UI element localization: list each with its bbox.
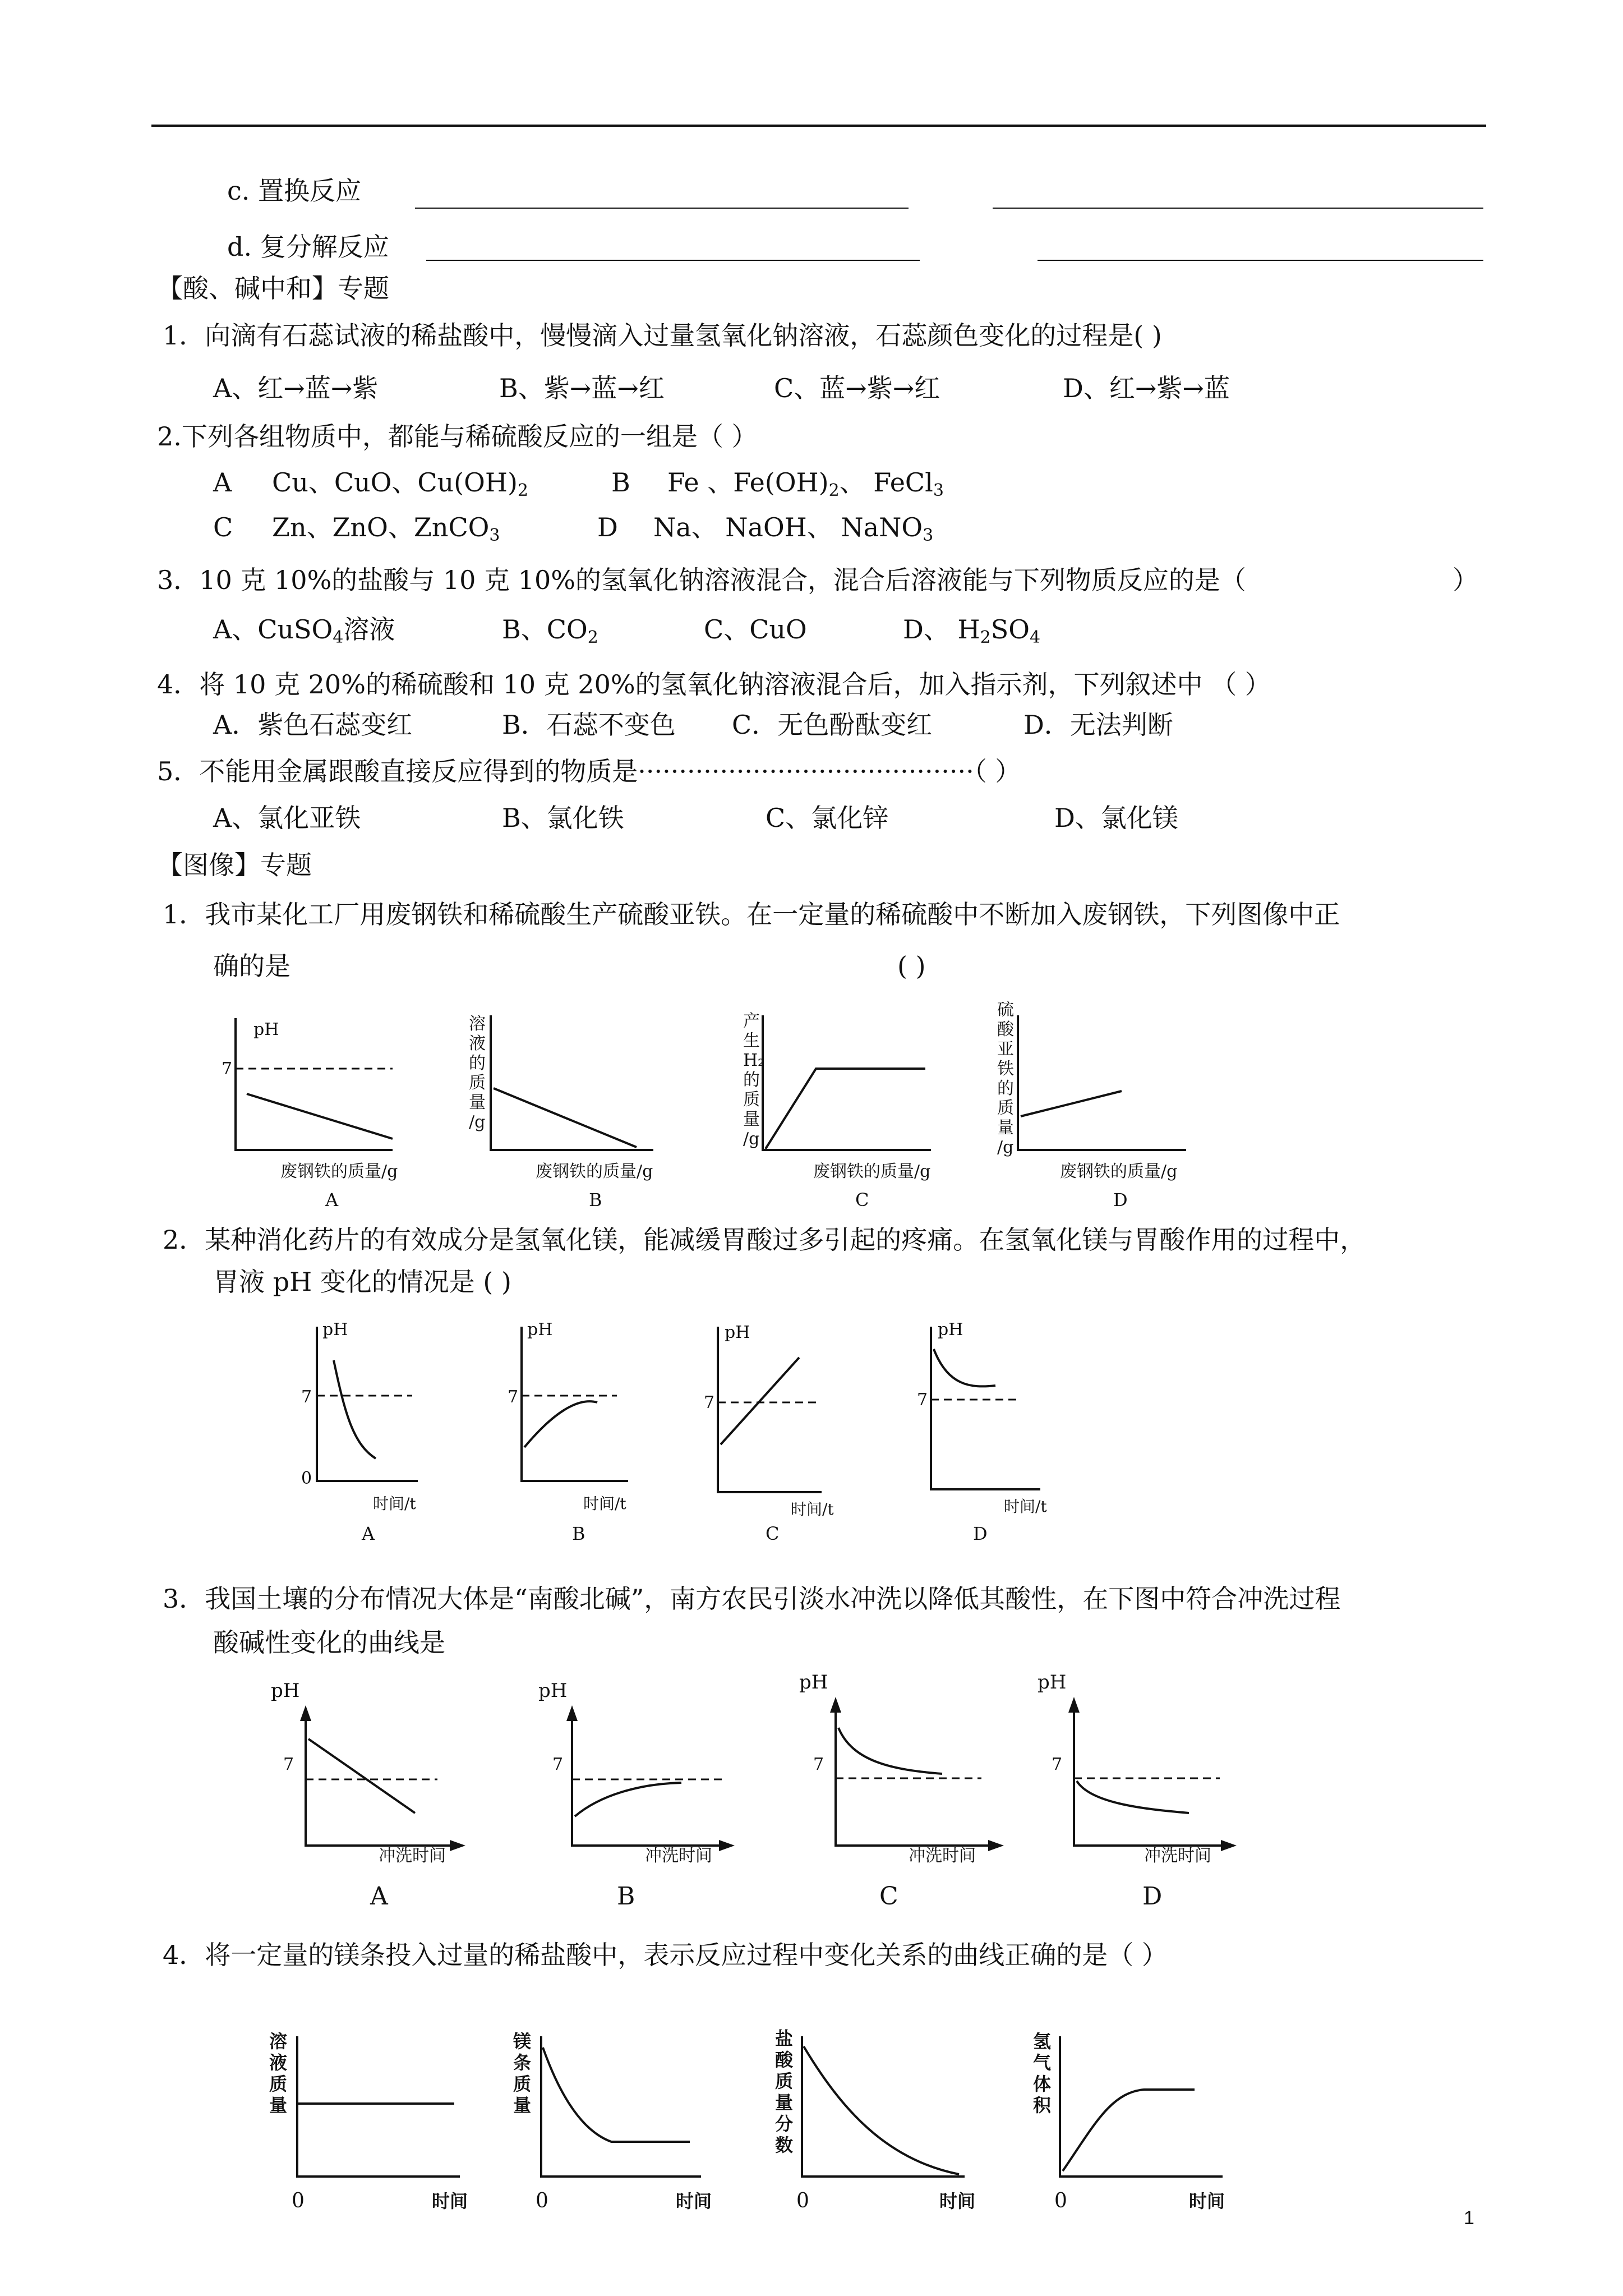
- graph-question-3: 3．我国土壤的分布情况大体是“南酸北碱”，南方农民引淡水冲洗以降低其酸性，在下图中符合冲洗过程: [163, 1584, 1341, 1614]
- f3-graph-b: [538, 1680, 735, 1911]
- q4-option-b: B．石蕊不变色: [502, 710, 676, 740]
- f1-d-y1: 硫: [997, 1000, 1014, 1020]
- q1-option-a: A、红→蓝→紫: [213, 373, 379, 403]
- q2-option-d: Na、 NaOH、 NaNO$_3$: [653, 512, 934, 545]
- f2-letter-a: A: [362, 1523, 375, 1544]
- q4-option-a: A．紫色石蕊变红: [213, 710, 413, 740]
- f1-graph-d: [997, 1000, 1186, 1211]
- f1-b-y1: 溶: [469, 1014, 486, 1034]
- f1-letter-d: D: [1113, 1189, 1128, 1211]
- f4-3-y1: 盐: [775, 2028, 794, 2049]
- graph-question-1: 1．我市某化工厂用废钢铁和稀硫酸生产硫酸亚铁。在一定量的稀硫酸中不断加入废钢铁，下列图像中正: [163, 899, 1340, 930]
- f3-letter-c: C: [879, 1882, 898, 1911]
- f4-2-y1: 镁: [513, 2031, 532, 2052]
- f1-c-y5: 质: [743, 1090, 760, 1110]
- f3-d-seven: 7: [1052, 1755, 1063, 1774]
- q1-option-d: D、红→紫→蓝: [1063, 373, 1230, 403]
- f4-4-zero: 0: [1054, 2189, 1067, 2212]
- f1-a-xlabel: 废钢铁的质量/g: [280, 1162, 398, 1181]
- f4-4-y4: 积: [1033, 2095, 1052, 2116]
- f4-3-y6: 数: [775, 2134, 794, 2156]
- question-1: 1．向滴有石蕊试液的稀盐酸中，慢慢滴入过量氢氧化钠溶液，石蕊颜色变化的过程是( ): [163, 320, 1162, 351]
- q3-option-a: A、CuSO$_4$溶液: [213, 614, 395, 647]
- f2-d-seven: 7: [917, 1390, 928, 1410]
- q2-b-label: B: [611, 467, 630, 498]
- f2-letter-c: C: [766, 1523, 780, 1544]
- f4-1-y4: 量: [269, 2095, 288, 2116]
- q2-c-label: C: [213, 512, 233, 542]
- f3-c-xlabel: 冲洗时间: [909, 1846, 976, 1866]
- q5-option-a: A、氯化亚铁: [213, 803, 361, 833]
- f1-a-ylabel: pH: [253, 1020, 279, 1039]
- q5-option-c: C、氯化锌: [766, 803, 889, 833]
- f4-1-y2: 液: [269, 2052, 288, 2073]
- q2-a-label: A: [213, 467, 232, 498]
- f4-3-y3: 质: [775, 2070, 794, 2092]
- f2-a-ylabel: pH: [322, 1320, 348, 1340]
- f2-letter-b: B: [572, 1523, 585, 1544]
- graph-question-4: 4．将一定量的镁条投入过量的稀盐酸中，表示反应过程中变化关系的曲线正确的是（ ）: [163, 1940, 1168, 1970]
- f1-b-y4: 质: [469, 1073, 486, 1093]
- f1-b-y2: 液: [469, 1034, 486, 1053]
- f3-letter-a: A: [370, 1882, 388, 1911]
- q2-option-c: Zn、ZnO、ZnCO$_3$: [272, 512, 500, 545]
- f3-b-xlabel: 冲洗时间: [645, 1846, 712, 1866]
- graph-question-1-cont: 确的是: [213, 951, 291, 981]
- f1-graph-a: [222, 1018, 398, 1211]
- f1-c-y7: /g: [743, 1129, 760, 1149]
- f2-d-ylabel: pH: [938, 1320, 963, 1340]
- q2-d-label: D: [597, 512, 618, 542]
- f1-c-xlabel: 废钢铁的质量/g: [813, 1162, 931, 1181]
- graph-question-1-paren: ( ): [897, 951, 926, 981]
- section-acid-base: 【酸、碱中和】专题: [157, 273, 389, 303]
- f4-4-xlabel: 时间: [1189, 2191, 1225, 2212]
- f4-graph-1: [269, 2031, 468, 2212]
- f2-a-zero: 0: [301, 1469, 312, 1488]
- f4-3-y5: 分: [775, 2113, 794, 2134]
- q5-option-b: B、氯化铁: [502, 803, 624, 833]
- f1-c-y6: 量: [743, 1110, 760, 1129]
- graph-question-2-cont: 胃液 pH 变化的情况是 ( ): [213, 1267, 511, 1297]
- f2-d-xlabel: 时间/t: [1004, 1497, 1047, 1516]
- q4-option-c: C．无色酚酞变红: [732, 710, 933, 740]
- f1-d-y2: 酸: [997, 1020, 1014, 1039]
- f1-graph-b: [469, 1014, 653, 1211]
- f2-b-xlabel: 时间/t: [583, 1494, 626, 1513]
- f4-graph-4: [1033, 2031, 1225, 2212]
- f4-graph-3: [775, 2028, 975, 2212]
- line-d: d. 复分解反应: [227, 232, 389, 262]
- f1-d-y6: 质: [997, 1098, 1014, 1118]
- f3-b-seven: 7: [552, 1755, 564, 1774]
- f4-2-xlabel: 时间: [676, 2191, 712, 2212]
- f3-c-ylabel: pH: [799, 1671, 828, 1694]
- question-4: 4．将 10 克 20%的稀硫酸和 10 克 20%的氢氧化钠溶液混合后，加入指示剂，下列叙述中 （ ）: [157, 669, 1271, 700]
- f4-1-y1: 溶: [269, 2031, 288, 2052]
- f4-1-zero: 0: [292, 2189, 305, 2212]
- f4-3-y4: 量: [775, 2092, 794, 2113]
- q3-option-b: B、$CO_2$: [502, 614, 598, 647]
- f1-c-y4: 的: [743, 1070, 760, 1090]
- f4-4-y1: 氢: [1033, 2031, 1052, 2052]
- f2-b-seven: 7: [508, 1387, 519, 1407]
- f3-d-ylabel: pH: [1038, 1671, 1067, 1694]
- line-c: c. 置换反应: [227, 176, 362, 206]
- f1-b-y3: 的: [469, 1053, 486, 1073]
- f1-c-y1: 产: [743, 1011, 760, 1031]
- f4-2-y2: 条: [513, 2052, 532, 2073]
- q2-option-b: Fe 、$Fe(OH)_2$、 FeCl$_3$: [667, 467, 944, 500]
- q4-option-d: D．无法判断: [1023, 710, 1173, 740]
- f4-2-y3: 质: [513, 2073, 532, 2095]
- question-3: 3．10 克 10%的盐酸与 10 克 10%的氢氧化钠溶液混合，混合后溶液能与下列物质反应的是（: [157, 565, 1246, 595]
- f1-c-y3: H₂: [743, 1051, 765, 1070]
- f4-4-y3: 体: [1033, 2073, 1052, 2095]
- q2-option-a: Cu、CuO、$Cu(OH)_2$: [272, 467, 528, 500]
- f1-d-y3: 亚: [997, 1039, 1014, 1059]
- f4-3-xlabel: 时间: [939, 2191, 976, 2212]
- f1-d-xlabel: 废钢铁的质量/g: [1060, 1162, 1178, 1181]
- f1-d-y5: 的: [997, 1079, 1014, 1098]
- f1-letter-b: B: [589, 1189, 602, 1211]
- q3-option-c: C、CuO: [704, 614, 807, 645]
- f3-a-ylabel: pH: [271, 1680, 300, 1702]
- f2-c-xlabel: 时间/t: [791, 1500, 834, 1519]
- f3-d-xlabel: 冲洗时间: [1144, 1846, 1211, 1866]
- f2-graph-c: [704, 1323, 834, 1544]
- f2-graph-b: [508, 1320, 628, 1544]
- f3-graph-d: [1038, 1671, 1237, 1911]
- q1-option-c: C、蓝→紫→红: [774, 373, 940, 403]
- q3-option-d: D、 $H_2SO_4$: [903, 614, 1041, 647]
- q5-option-d: D、氯化镁: [1054, 803, 1178, 833]
- f1-b-xlabel: 废钢铁的质量/g: [536, 1162, 653, 1181]
- f3-a-seven: 7: [283, 1755, 294, 1774]
- f3-letter-d: D: [1142, 1882, 1163, 1911]
- question-5: 5．不能用金属跟酸直接反应得到的物质是·········································（ ）: [157, 756, 1021, 786]
- f1-b-y6: /g: [469, 1112, 486, 1132]
- f3-a-xlabel: 冲洗时间: [379, 1846, 446, 1866]
- graph-question-3-cont: 酸碱性变化的曲线是: [213, 1627, 445, 1658]
- f1-d-y7: 量: [997, 1118, 1014, 1138]
- f4-graph-2: [513, 2031, 712, 2212]
- question-2: 2.下列各组物质中，都能与稀硫酸反应的一组是（ ）: [157, 421, 758, 452]
- f2-a-seven: 7: [301, 1387, 312, 1407]
- f1-c-y2: 生: [743, 1031, 760, 1051]
- f1-b-y5: 量: [469, 1093, 486, 1112]
- f2-graph-a: [301, 1320, 418, 1544]
- f1-letter-c: C: [855, 1189, 869, 1211]
- f2-a-xlabel: 时间/t: [373, 1494, 416, 1513]
- f3-b-ylabel: pH: [538, 1680, 568, 1702]
- f3-c-seven: 7: [813, 1755, 824, 1774]
- f4-2-zero: 0: [536, 2189, 548, 2212]
- f1-d-y8: /g: [997, 1138, 1014, 1157]
- section-graphs: 【图像】专题: [157, 850, 312, 880]
- f4-3-y2: 酸: [775, 2049, 794, 2070]
- question-3-close: ）: [1453, 565, 1478, 595]
- f1-letter-a: A: [325, 1189, 339, 1211]
- f2-letter-d: D: [973, 1523, 988, 1544]
- f1-graph-c: [743, 1011, 931, 1211]
- f4-1-y3: 质: [269, 2073, 288, 2095]
- f1-a-seven: 7: [222, 1059, 233, 1079]
- f4-1-xlabel: 时间: [432, 2191, 468, 2212]
- f2-c-seven: 7: [704, 1393, 715, 1412]
- f2-c-ylabel: pH: [725, 1323, 750, 1342]
- f2-graph-d: [917, 1320, 1047, 1544]
- page-number: 1: [1464, 2207, 1474, 2229]
- f4-2-y4: 量: [513, 2095, 532, 2116]
- f1-d-y4: 铁: [997, 1059, 1014, 1079]
- f3-letter-b: B: [617, 1882, 635, 1911]
- f4-3-zero: 0: [796, 2189, 809, 2212]
- f4-4-y2: 气: [1033, 2052, 1052, 2073]
- graph-question-2: 2．某种消化药片的有效成分是氢氧化镁，能减缓胃酸过多引起的疼痛。在氢氧化镁与胃酸作用的过程中，: [163, 1225, 1366, 1255]
- f3-graph-c: [799, 1671, 1004, 1911]
- f2-b-ylabel: pH: [527, 1320, 553, 1340]
- f3-graph-a: [271, 1680, 465, 1911]
- q1-option-b: B、紫→蓝→红: [499, 373, 665, 403]
